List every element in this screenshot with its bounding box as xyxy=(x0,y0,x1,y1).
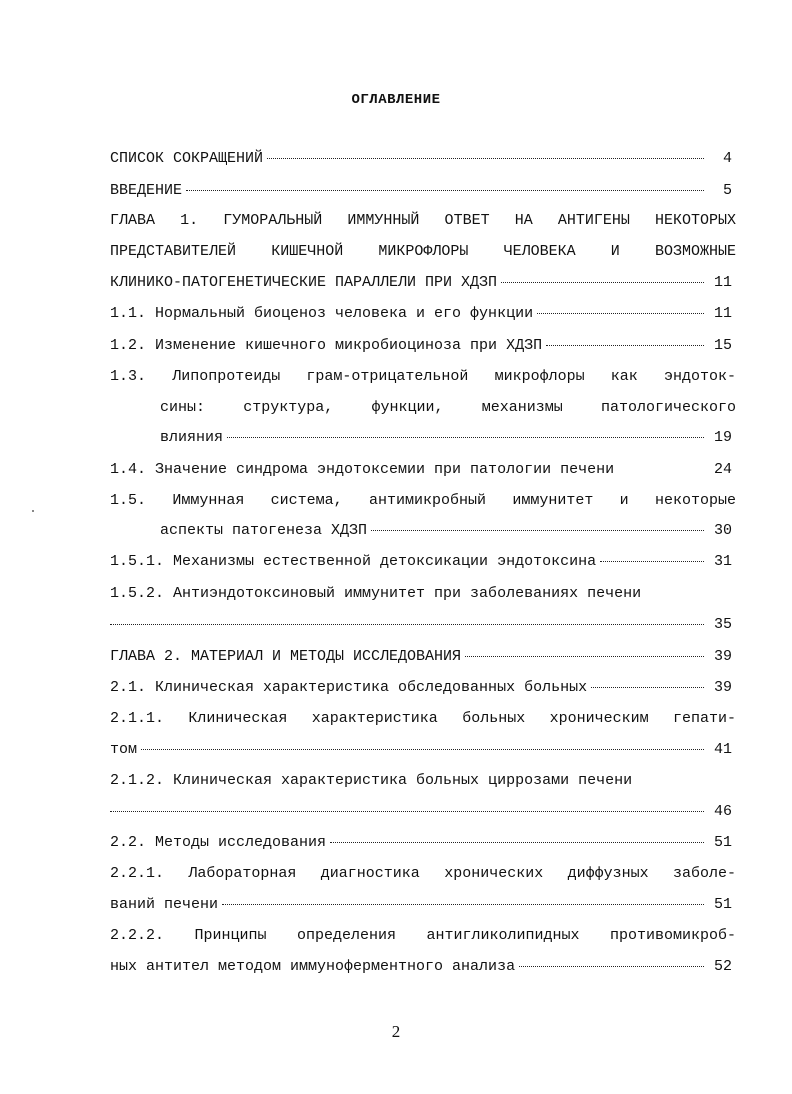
toc-page-number: 39 xyxy=(713,648,732,665)
toc-page-number: 19 xyxy=(713,429,732,446)
toc-entry-chapter-1-line-3[interactable] xyxy=(110,274,732,291)
toc-entry-label: том xyxy=(110,741,138,758)
toc-page-number: 31 xyxy=(713,553,732,570)
toc-entry-1-4[interactable] xyxy=(110,461,732,478)
toc-entry-chapter-2[interactable] xyxy=(110,648,732,665)
toc-page-number: 51 xyxy=(713,834,732,851)
scan-speck xyxy=(32,510,34,512)
dot-leader xyxy=(600,560,704,562)
toc-entry-chapter-1-line-2[interactable] xyxy=(110,243,736,260)
dot-leader xyxy=(222,903,704,905)
dot-leader xyxy=(110,623,704,625)
toc-entry-label: 1.5.1. Механизмы естественной детоксикации эндотоксина xyxy=(110,553,597,570)
page-number: 2 xyxy=(391,1022,401,1041)
toc-entry-label: ваний печени xyxy=(110,896,219,913)
toc-entry-label: влияния xyxy=(160,429,224,446)
toc-entry-label: аспекты патогенеза ХДЗП xyxy=(160,522,368,539)
toc-entry-2-1-1-line-2[interactable] xyxy=(110,741,732,758)
toc-entry-1-5-line-2[interactable] xyxy=(160,522,732,539)
toc-entry-label: 2.1.1. Клиническая характеристика больных хроническим гепати- xyxy=(110,710,736,727)
page-title: ОГЛАВЛЕНИЕ xyxy=(351,92,441,108)
toc-entry-2-2[interactable] xyxy=(110,834,732,851)
dot-leader xyxy=(141,748,704,750)
dot-leader xyxy=(465,655,704,657)
toc-entry-1-3-line-1[interactable] xyxy=(110,368,736,385)
toc-entry-label: ГЛАВА 1. ГУМОРАЛЬНЫЙ ИММУННЫЙ ОТВЕТ НА АНТИГЕНЫ НЕКОТОРЫХ xyxy=(110,212,736,229)
toc-page-number: 11 xyxy=(713,305,732,322)
toc-entry-2-2-2-line-2[interactable] xyxy=(110,958,732,975)
toc-entry-label: 2.2.2. Принципы определения антигликолипидных противомикроб- xyxy=(110,927,736,944)
toc-page-number: 11 xyxy=(713,274,732,291)
toc-entry-1-1[interactable] xyxy=(110,305,732,322)
dot-leader xyxy=(227,436,704,438)
toc-entry-2-2-1-line-1[interactable] xyxy=(110,865,736,882)
dot-leader xyxy=(591,686,704,688)
dot-leader xyxy=(330,841,704,843)
dot-leader xyxy=(501,281,704,283)
toc-entry-label: 1.5. Иммунная система, антимикробный иммунитет и некоторые xyxy=(110,492,736,509)
toc-entry-1-5-2-line-1[interactable] xyxy=(110,585,710,602)
toc-entry-2-2-1-line-2[interactable] xyxy=(110,896,732,913)
toc-entry-label: 2.1. Клиническая характеристика обследованных больных xyxy=(110,679,588,696)
toc-entry-2-1-1-line-1[interactable] xyxy=(110,710,736,727)
toc-page-number: 41 xyxy=(713,741,732,758)
toc-entry-label: ных антител методом иммуноферментного анализа xyxy=(110,958,516,975)
toc-entry-introduction[interactable] xyxy=(110,182,732,199)
dot-leader xyxy=(371,529,704,531)
toc-entry-label: ГЛАВА 2. МАТЕРИАЛ И МЕТОДЫ ИССЛЕДОВАНИЯ xyxy=(110,648,462,665)
dot-leader xyxy=(537,312,704,314)
toc-entry-label: 2.1.2. Клиническая характеристика больных циррозами печени xyxy=(110,772,633,789)
toc-page-number: 24 xyxy=(713,461,732,478)
toc-entry-label: СПИСОК СОКРАЩЕНИЙ xyxy=(110,150,264,167)
toc-entry-2-1-2-line-1[interactable] xyxy=(110,772,710,789)
toc-entry-1-5-2-line-2[interactable] xyxy=(110,616,732,633)
dot-leader xyxy=(267,157,704,159)
toc-entry-label: ПРЕДСТАВИТЕЛЕЙ КИШЕЧНОЙ МИКРОФЛОРЫ ЧЕЛОВЕКА И ВОЗМОЖНЫЕ xyxy=(110,243,736,260)
toc-entry-label: 2.2.1. Лабораторная диагностика хронических диффузных заболе- xyxy=(110,865,736,882)
toc-entry-chapter-1-line-1[interactable] xyxy=(110,212,736,229)
toc-page-number: 52 xyxy=(713,958,732,975)
toc-entry-1-5-line-1[interactable] xyxy=(110,492,736,509)
toc-entry-label: КЛИНИКО-ПАТОГЕНЕТИЧЕСКИЕ ПАРАЛЛЕЛИ ПРИ ХДЗП xyxy=(110,274,498,291)
toc-page-number: 39 xyxy=(713,679,732,696)
toc-page-number: 35 xyxy=(713,616,732,633)
toc-entry-label: 1.2. Изменение кишечного микробиоциноза при ХДЗП xyxy=(110,337,543,354)
toc-page-number: 51 xyxy=(713,896,732,913)
toc-entry-label: сины: структура, функции, механизмы патологического xyxy=(160,399,736,416)
dot-leader xyxy=(110,810,704,812)
toc-page-number: 5 xyxy=(722,182,732,199)
toc-page-number: 15 xyxy=(713,337,732,354)
dot-leader xyxy=(186,189,704,191)
toc-entry-label: 1.5.2. Антиэндотоксиновый иммунитет при заболеваниях печени xyxy=(110,585,642,602)
toc-entry-1-5-1[interactable] xyxy=(110,553,732,570)
toc-page-number: 4 xyxy=(722,150,732,167)
dot-leader xyxy=(519,965,704,967)
toc-entry-label: 1.4. Значение синдрома эндотоксемии при патологии печени xyxy=(110,461,615,478)
dot-leader xyxy=(546,344,704,346)
toc-page-number: 46 xyxy=(713,803,732,820)
toc-entry-abbreviations[interactable] xyxy=(110,150,732,167)
toc-entry-label: ВВЕДЕНИЕ xyxy=(110,182,183,199)
toc-entry-1-3-line-2[interactable] xyxy=(160,399,736,416)
toc-entry-2-1[interactable] xyxy=(110,679,732,696)
toc-entry-label: 1.3. Липопротеиды грам-отрицательной микрофлоры как эндоток- xyxy=(110,368,736,385)
toc-entry-1-2[interactable] xyxy=(110,337,732,354)
toc-entry-label: 2.2. Методы исследования xyxy=(110,834,327,851)
toc-entry-2-2-2-line-1[interactable] xyxy=(110,927,736,944)
toc-entry-2-1-2-line-2[interactable] xyxy=(110,803,732,820)
toc-entry-label: 1.1. Нормальный биоценоз человека и его функции xyxy=(110,305,534,322)
toc-entry-1-3-line-3[interactable] xyxy=(160,429,732,446)
toc-page-number: 30 xyxy=(713,522,732,539)
